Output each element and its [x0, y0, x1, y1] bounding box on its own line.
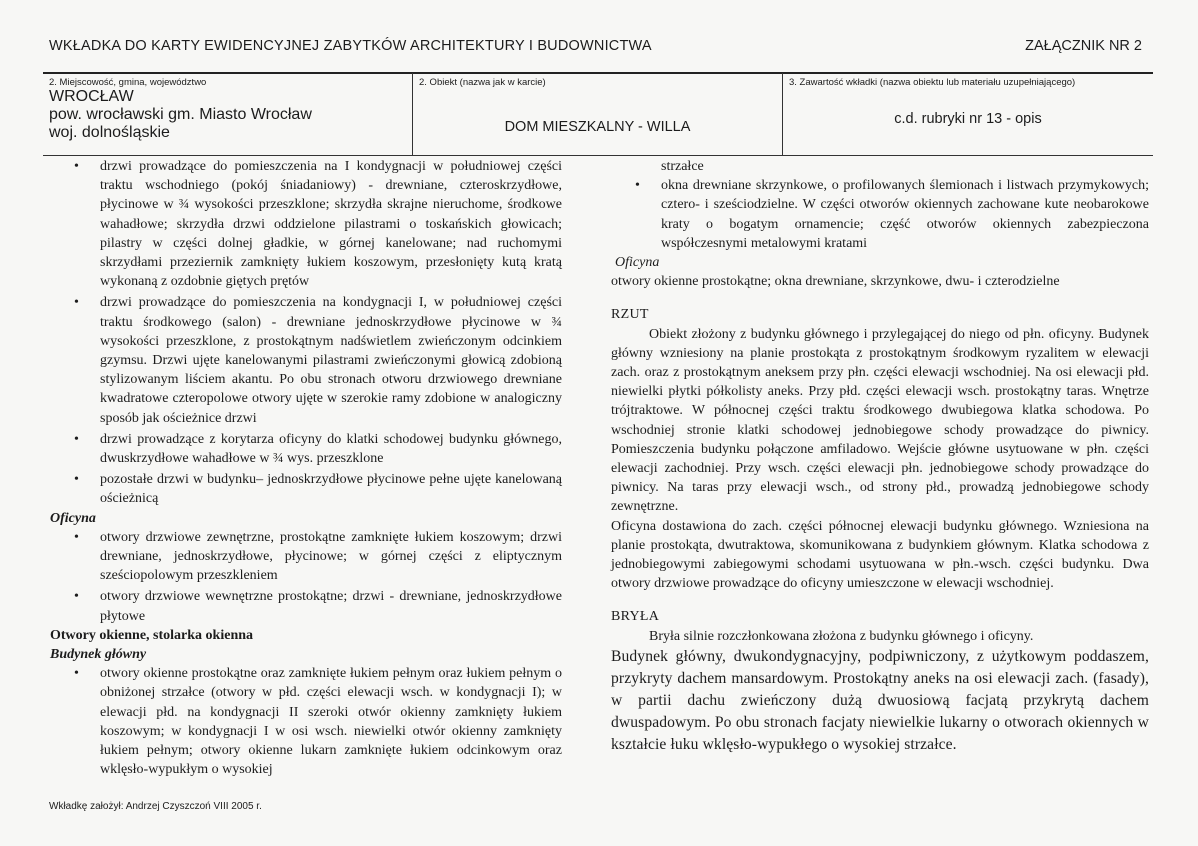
document-title: WKŁADKA DO KARTY EWIDENCYJNEJ ZABYTKÓW ARCHITEKTURY I BUDOWNICTWA — [49, 38, 652, 54]
bryla-paragraph: Bryła silnie rozczłonkowana złożona z budynku głównego i oficyny. — [649, 628, 1034, 644]
list-item: • otwory drzwiowe zewnętrzne, prostokątne zamknięte łukiem koszowym; drzwi drewniane, jednoskrzydłowe, płycinowe; w górnej części z eliptycznym sześciopolowym przeszkleniem — [50, 528, 562, 586]
list-item: • drzwi prowadzące do pomieszczenia na I kondygnacji w południowej części traktu wschodniego (pokój śniadaniowy) - drewniane, czteroskrzydłowe, płycinowe w ¾ wysokości przeszklone; skrzydła skrajne nieruchome, środkowe wahadłowe; skrzydła drzwi oddzielone pilastrami o toskańskich głowicach; pilastry w części dolnej gładkie, w górnej kanelowane; nad ruchomymi skrzydłami przeziernik zamknięty łukiem koszowym, przesłonięty kutą kratą wykonaną z ozdobnie giętych prętów — [50, 157, 562, 291]
bryla-paragraph: Budynek główny, dwukondygnacyjny, podpiwniczony, z użytkowym poddaszem, przykryty dachem mansardowym. Prostokątny aneks na osi elewacji zach. (fasady), w partii dachu zwieńczony dużą dwuosiową facjatą przykrytą dachem dwuspadowym. Po obu stronach facjaty niewielkie lukarny o otworach okiennych w kształcie łuku wklęsło-wypukłego o wysokiej strzałce. — [611, 647, 1149, 753]
object-label: 2. Obiekt (nazwa jak w karcie) — [419, 77, 546, 88]
list-item: • drzwi prowadzące do pomieszczenia na kondygnacji I, w południowej części traktu środkowego (salon) - drewniane jednoskrzydłowe płycinowe w ¾ wysokości przeszklone, z prostokątnym nadświetlem zwieńczonym odcinkiem gzymsu. Drzwi ujęte kanelowanymi pilastrami zwieńczonymi głowicą zdobioną stylizowanym liściem akantu. Po obu stronach otworu drzwiowego drewniane kwadratowe czteropolowe otwory ujęte w szerokie ramy zdobione w analogiczny sposób jak ościeżnice drzwi — [50, 293, 562, 427]
list-item: • otwory drzwiowe wewnętrzne prostokątne; drzwi - drewniane, jednoskrzydłowe płytowe — [50, 587, 562, 625]
section-subheading: Oficyna — [615, 255, 660, 271]
windows-list — [50, 664, 562, 779]
location-field — [43, 73, 413, 155]
right-column — [611, 157, 1149, 756]
content-field — [783, 73, 1153, 155]
content-value: c.d. rubryki nr 13 - opis — [894, 111, 1042, 127]
list-item: • otwory okienne prostokątne oraz zamknięte łukiem pełnym oraz łukiem pełnym o obniżonej strzałce (otwory w płd. części elewacji wsch. w kondygnacji I); w elewacji płd. na kondygnacji II szeroki otwór okienny zamknięty łukiem koszowym; w kondygnacji I w osi wsch. niewielki otwór okienny zamknięty łukiem pełnym; otwory okienne lukarn zamknięte łukiem odcinkowym oraz wklęsło-wypukłym o wysokiej — [50, 664, 562, 779]
section-heading: Otwory okienne, stolarka okienna — [50, 627, 254, 643]
voivodeship-name: woj. dolnośląskie — [49, 124, 170, 141]
district-name: pow. wrocławski gm. Miasto Wrocław — [49, 106, 312, 123]
section-subheading: Budynek główny — [50, 647, 147, 663]
object-value: DOM MIESZKALNY - WILLA — [504, 119, 691, 135]
section-subheading: Oficyna — [50, 510, 96, 526]
author-footer: Wkładkę założył: Andrzej Czyszczoń VIII 2005 r. — [49, 801, 262, 812]
list-item: • okna drewniane skrzynkowe, o profilowanych ślemionach i listwach przymykowych; cztero- i sześciodzielne. W części otworów okiennych zachowane kute neobarokowe kraty o bogatym ornamencie; część otworów okiennych zabezpieczona współczesnymi metalowymi kratami — [611, 176, 1149, 253]
content-label: 3. Zawartość wkładki (nazwa obiektu lub materiału uzupełniającego) — [789, 77, 1076, 88]
list-item: • pozostałe drzwi w budynku– jednoskrzydłowe płycinowe pełne ujęte kanelowaną ościeżnicą — [50, 470, 562, 508]
oficyna-windows-text: otwory okienne prostokątne; okna drewniane, skrzynkowe, dwu- i czterodzielne — [611, 274, 1060, 290]
rzut-paragraph: Obiekt złożony z budynku głównego i przylegającej do niego od płn. oficyny. Budynek główny wzniesiony na planie prostokąta z prostokątnym środkowym ryzalitem w elewacji zach. oraz z prostokątnym aneksem przy płn. części elewacji wschodniej. Na osi elewacji płd. niewielki płytki półkolisty aneks. Przy płd. części elewacji wsch. prostokątny taras. Wnętrze trójtraktowe. W północnej części traktu środkowego dwubiegowa klatka schodowa. Po wschodniej stronie klatki schodowej jednobiegowe schody prowadzące do piwnicy. Pomieszczenia budynku połączone amfiladowo. Wejście główne usytuowane w płn. części elewacji zachodniej. Przy wsch. części elewacji płn. jednobiegowe schody prowadzące do piwnicy. Na taras przy elewacji wsch., od strony płd., prowadzą jednobiegowe schody zewnętrzne. — [611, 326, 1149, 515]
header-bottom-rule — [43, 155, 1153, 156]
rzut-paragraph: Oficyna dostawiona do zach. części północnej elewacji budynku głównego. Wzniesiona na planie prostokąta, dwutraktowa, skomunikowana z budynkiem głównym. Klatka schodowa z jednobiegowymi zabiegowymi schodami usytuowana w płn.-wsch. części budynku. Dwa otwory drzwiowe prowadzące do oficyny umieszczone w elewacji wschodniej. — [611, 518, 1149, 592]
list-item: • drzwi prowadzące z korytarza oficyny do klatki schodowej budynku głównego, dwuskrzydłowe wahadłowe w ¾ wys. przeszklone — [50, 430, 562, 468]
doors-list — [50, 157, 562, 509]
section-heading-bryla: BRYŁA — [611, 609, 660, 625]
city-name: WROCŁAW — [49, 88, 134, 105]
windows-list-continued — [611, 176, 1149, 253]
oficyna-doors-list — [50, 528, 562, 626]
object-field — [413, 73, 783, 155]
annex-number: ZAŁĄCZNIK NR 2 — [1025, 38, 1142, 54]
section-heading-rzut: RZUT — [611, 307, 649, 323]
continued-text: strzałce — [661, 159, 704, 174]
location-label: 2. Miejscowość, gmina, województwo — [49, 77, 207, 88]
left-column — [50, 157, 562, 780]
